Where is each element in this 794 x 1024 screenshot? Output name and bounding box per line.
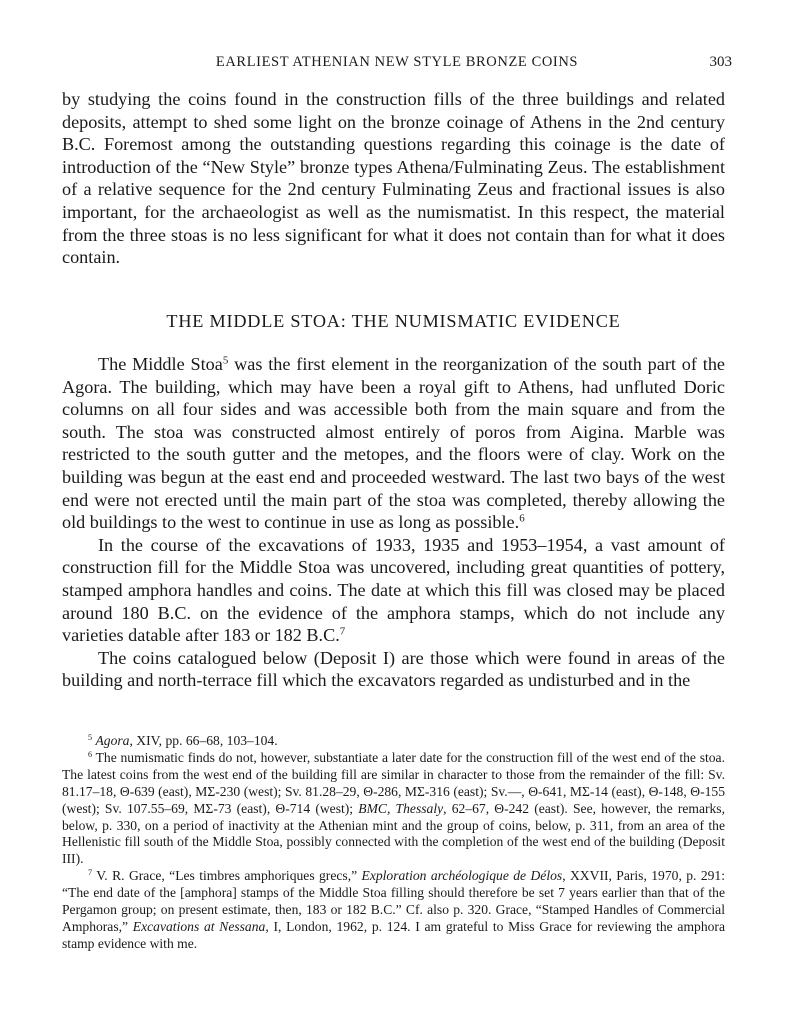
footnote-text: , XIV, pp. 66–68, 103–104. — [129, 733, 278, 748]
era-abbreviation: B.C. — [370, 902, 396, 918]
footnote-text: ” Cf. also p. 320. Grace, “Stamped Handles of Commercial Amphoras,” — [62, 902, 725, 934]
footnote-ref: 5 — [222, 354, 229, 367]
paragraph-coins-catalogued: The coins catalogued below (Deposit I) are those which were found in areas of the building and north-terrace fill which the excavators regarded as undisturbed and in the — [62, 647, 725, 691]
footnote-journal-title: BMC, Thessaly — [358, 800, 444, 816]
page-number: 303 — [709, 54, 732, 70]
footnote-7 — [62, 868, 725, 953]
footnote-text: V. R. Grace, “Les timbres amphoriques grecs,” — [96, 868, 362, 884]
footnote-text: The numismatic finds do not, however, substantiate a later date for the construction fill of the west end of the stoa. The latest coins from the west end of the building fill are similar in character to those from the remainder of the fill: Sv. 81.17–18, Θ-639 (east), ΜΣ-230 (west); Sv. 81.28–29, Θ-286, ΜΣ-316 (east); Sv.—, Θ-641, ΜΣ-14 (east), Θ-148, Θ-155 (west); Sv. 107.55–69, ΜΣ-73 (east), Θ-714 (west); — [62, 749, 725, 816]
footnote-text: , 62–67, Θ-242 (east). See, however, the remarks, below, p. 330, on a period of inactivity at the Athenian mint and the group of coins, below, p. 311, from an area of the Hellenistic fill south of the Middle Stoa, possibly connected with the completion of the west end of the building (Deposit III). — [62, 800, 725, 867]
footnotes — [62, 733, 725, 953]
paragraph-text: was the first element in the reorganization of the south part of the Agora. The building, which may have been a royal gift to Athens, had unfluted Doric columns on all four sides and was accessible both from the main square and from the south. The stoa was constructed almost entirely of poros from Aigina. Marble was restricted to the south gutter and the metopes, and the floors were of clay. Work on the building was begun at the east end and proceeded westward. The last two bays of the west end were not erected until the main part of the stoa was completed, thereby allowing the old buildings to the west to continue in use as long as possible. — [62, 354, 725, 533]
running-title: EARLIEST ATHENIAN NEW STYLE BRONZE COINS — [215, 54, 579, 70]
footnote-journal-title: Agora — [95, 733, 130, 748]
running-head — [62, 54, 732, 76]
footnote-text: , XXVII, Paris, 1970, p. 291: “The end date of the [amphora] stamps of the Middle Stoa filling should therefore be set 7 years earlier than that of the Pergamon group; on present estimate, then, 183 or 182 — [62, 868, 725, 918]
footnote-number: 6 — [88, 750, 93, 760]
paragraph-text: The Middle Stoa — [98, 354, 223, 374]
footnote-5 — [62, 733, 725, 750]
footnote-number: 5 — [88, 733, 93, 743]
footnote-6 — [62, 750, 725, 868]
intro-paragraph-block — [62, 88, 725, 269]
era-abbreviation: B.C. — [306, 625, 340, 646]
paragraph-middle-stoa — [62, 353, 725, 534]
footnote-journal-title: Excavations at Nessana — [132, 918, 266, 934]
footnote-text: , I, London, 1962, p. 124. I am grateful to Miss Grace for reviewing the amphora stamp evidence with me. — [62, 918, 725, 951]
main-text — [62, 353, 725, 692]
footnote-journal-title: Exploration archéologique de Délos — [361, 868, 563, 884]
intro-paragraph: by studying the coins found in the construction fills of the three buildings and related deposits, attempt to shed some light on the bronze coinage of Athens in the 2nd century B.C. Foremost among the outstanding questions regarding this coinage is the date of introduction of the “New Style” bronze types Athena/Fulminating Zeus. The establishment of a relative sequence for the 2nd century Fulminating Zeus and fractional issues is also important, for the archaeologist as well as the numismatist. In this respect, the material from the three stoas is no less significant for what it does not contain than for what it does contain. — [62, 89, 725, 268]
era-abbreviation: B.C. — [157, 602, 192, 623]
paragraph-text: on the evidence of the amphora stamps, which do not include any varieties datable after 183 or 182 — [62, 602, 725, 646]
footnote-ref: 6 — [519, 512, 525, 525]
paragraph-text: In the course of the excavations of 1933, 1935 and 1953–1954, a vast amount of construction fill for the Middle Stoa was uncovered, including great quantities of pottery, stamped amphora handles and coins. The date at which this fill was closed may be placed around 180 — [62, 534, 725, 623]
section-heading: THE MIDDLE STOA: THE NUMISMATIC EVIDENCE — [166, 311, 621, 331]
footnote-ref: 7 — [339, 625, 346, 638]
footnote-number: 7 — [88, 868, 93, 878]
paragraph-excavations — [62, 534, 725, 647]
